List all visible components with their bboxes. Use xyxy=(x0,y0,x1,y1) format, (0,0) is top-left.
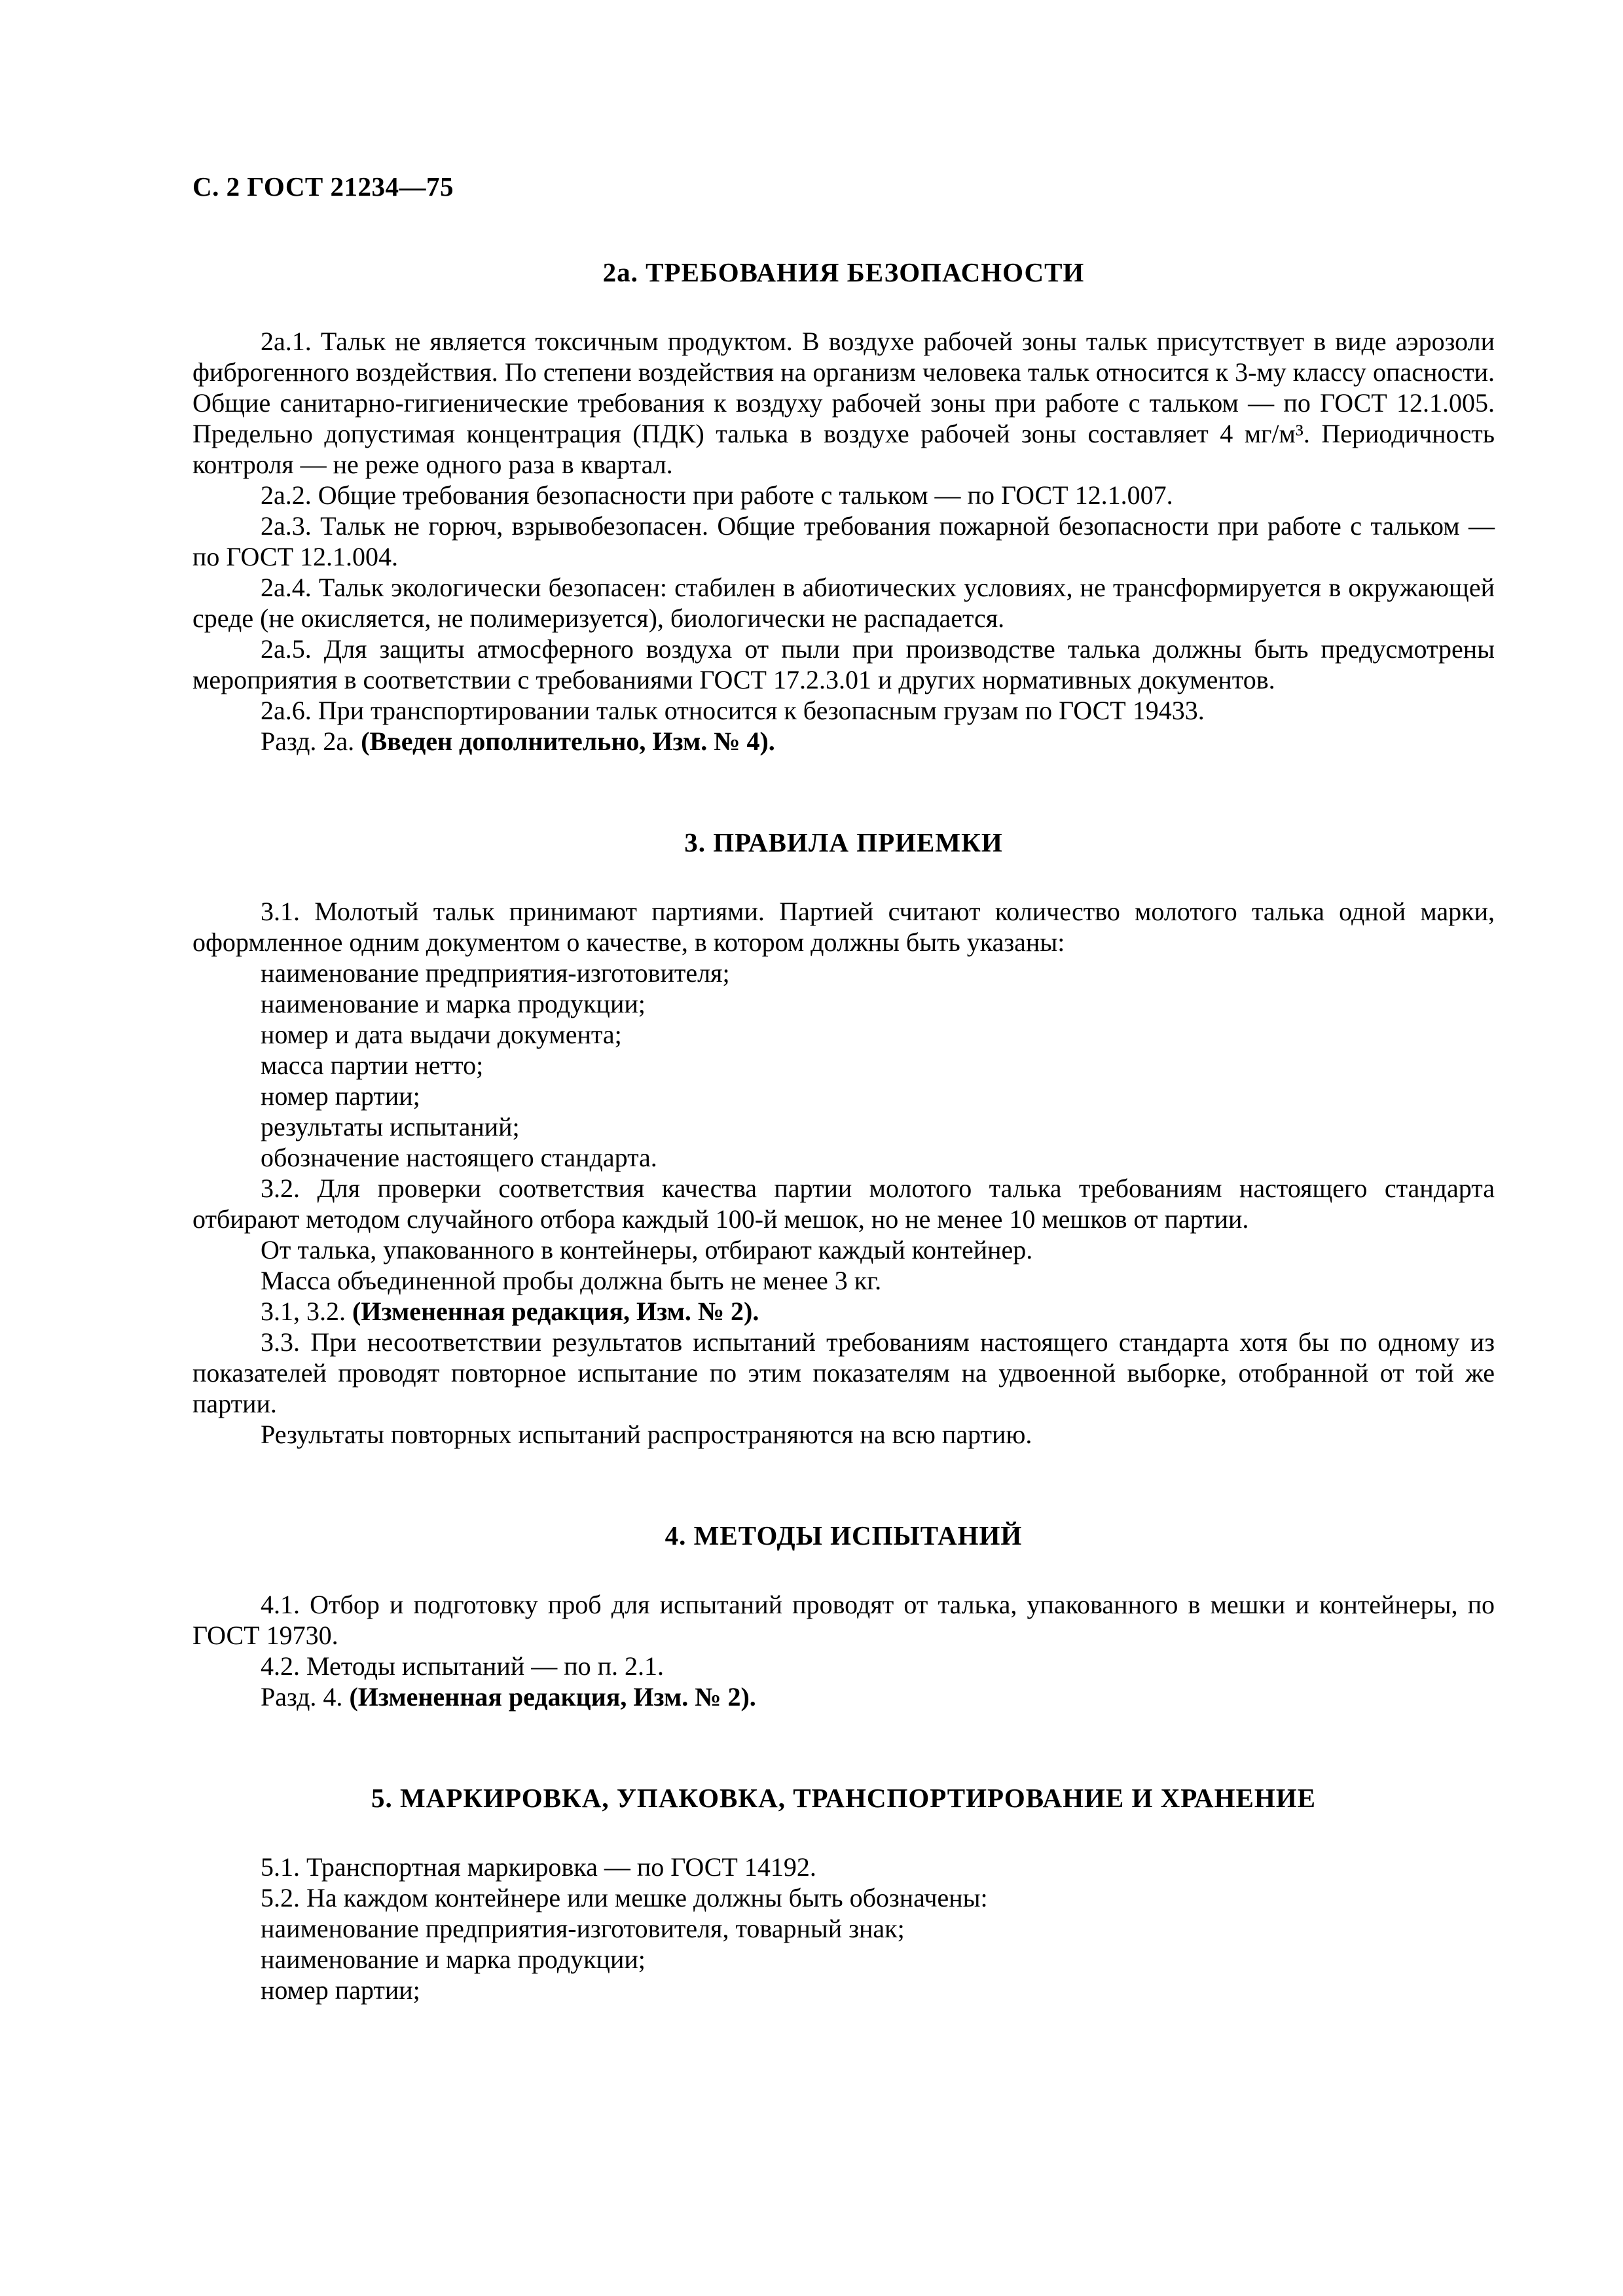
amendment-note: (Введен дополнительно, Изм. № 4). xyxy=(361,726,775,756)
section-paragraphs xyxy=(192,326,1495,757)
paragraph-text: 2а.2. Общие требования безопасности при работе с тальком — по ГОСТ 12.1.007. xyxy=(261,480,1173,510)
paragraph xyxy=(192,1173,1495,1234)
list-item xyxy=(192,1142,1495,1173)
paragraph xyxy=(192,1327,1495,1419)
list-item xyxy=(192,1019,1495,1050)
paragraph xyxy=(192,511,1495,572)
paragraph-text: Результаты повторных испытаний распространяются на всю партию. xyxy=(261,1420,1032,1449)
list-item xyxy=(192,1975,1495,2005)
paragraph-text: обозначение настоящего стандарта. xyxy=(261,1143,657,1172)
document-body xyxy=(192,257,1495,2005)
paragraph xyxy=(192,726,1495,757)
paragraph xyxy=(192,1589,1495,1651)
paragraph-text: 2а.5. Для защиты атмосферного воздуха от пыли при производстве талька должны быть предусмотрены мероприятия в соответствии с требованиями ГОСТ 17.2.3.01 и других нормативных документов. xyxy=(192,634,1495,694)
list-item xyxy=(192,1081,1495,1111)
section-title: 3. ПРАВИЛА ПРИЕМКИ xyxy=(684,827,1003,857)
paragraph-text: 5.2. На каждом контейнере или мешке должны быть обозначены: xyxy=(261,1883,988,1912)
list-item xyxy=(192,958,1495,988)
paragraph-text: Разд. 4. xyxy=(261,1682,350,1712)
list-item xyxy=(192,1111,1495,1142)
paragraph xyxy=(192,634,1495,695)
list-item xyxy=(192,1050,1495,1081)
paragraph xyxy=(192,1882,1495,1913)
paragraph xyxy=(192,572,1495,634)
section-title: 4. МЕТОДЫ ИСПЫТАНИЙ xyxy=(665,1520,1023,1551)
paragraph-text: результаты испытаний; xyxy=(261,1112,520,1141)
amendment-note: (Измененная редакция, Изм. № 2). xyxy=(352,1297,759,1326)
paragraph xyxy=(192,1419,1495,1450)
paragraph-text: 4.1. Отбор и подготовку проб для испытаний проводят от талька, упакованного в мешки и контейнеры, по ГОСТ 19730. xyxy=(192,1590,1495,1650)
amendment-note: (Измененная редакция, Изм. № 2). xyxy=(349,1682,756,1712)
paragraph xyxy=(192,1234,1495,1265)
page-header: С. 2 ГОСТ 21234—75 xyxy=(192,171,454,202)
paragraph-text: 4.2. Методы испытаний — по п. 2.1. xyxy=(261,1651,665,1681)
paragraph xyxy=(192,1852,1495,1882)
section-title: 2а. ТРЕБОВАНИЯ БЕЗОПАСНОСТИ xyxy=(602,257,1085,287)
section-paragraphs xyxy=(192,1589,1495,1712)
paragraph xyxy=(192,1265,1495,1296)
paragraph xyxy=(192,1296,1495,1327)
paragraph xyxy=(192,480,1495,511)
paragraph-text: 3.1, 3.2. xyxy=(261,1297,352,1326)
section xyxy=(192,827,1495,1450)
paragraph-text: наименование предприятия-изготовителя, товарный знак; xyxy=(261,1914,905,1943)
paragraph-text: 3.2. Для проверки соответствия качества партии молотого талька требованиям настоящего стандарта отбирают методом случайного отбора каждый 100-й мешок, но не менее 10 мешков от партии. xyxy=(192,1174,1495,1234)
list-item xyxy=(192,1944,1495,1975)
paragraph xyxy=(192,695,1495,726)
paragraph xyxy=(192,1681,1495,1712)
section-paragraphs xyxy=(192,896,1495,1450)
section xyxy=(192,1783,1495,2005)
paragraph-text: 5.1. Транспортная маркировка — по ГОСТ 14192. xyxy=(261,1852,816,1882)
paragraph-text: От талька, упакованного в контейнеры, отбирают каждый контейнер. xyxy=(261,1235,1033,1265)
paragraph xyxy=(192,1651,1495,1681)
paragraph-text: наименование предприятия-изготовителя; xyxy=(261,958,730,988)
paragraph-text: 2а.6. При транспортировании тальк относится к безопасным грузам по ГОСТ 19433. xyxy=(261,696,1205,725)
paragraph-text: номер партии; xyxy=(261,1975,420,2005)
paragraph-text: 3.1. Молотый тальк принимают партиями. Партией считают количество молотого талька одной марки, оформленное одним документом о качестве, в котором должны быть указаны: xyxy=(192,897,1495,957)
paragraph-text: 2а.1. Тальк не является токсичным продуктом. В воздухе рабочей зоны тальк присутствует в виде аэрозоли фиброгенного воздействия. По степени воздействия на организм человека тальк относится к 3-му классу опасности. Общие санитарно-гигиенические требования к воздуху рабочей зоны при работе с тальком — по ГОСТ 12.1.005. Предельно допустимая концентрация (ПДК) талька в воздухе рабочей зоны составляет 4 мг/м³. Периодичность контроля — не реже одного раза в квартал. xyxy=(192,327,1495,479)
paragraph-text: наименование и марка продукции; xyxy=(261,989,646,1018)
paragraph-text: Разд. 2а. xyxy=(261,726,361,756)
paragraph-text: 2а.4. Тальк экологически безопасен: стабилен в абиотических условиях, не трансформируется в окружающей среде (не окисляется, не полимеризуется), биологически не распадается. xyxy=(192,573,1495,633)
paragraph-text: номер партии; xyxy=(261,1081,420,1111)
list-item xyxy=(192,1913,1495,1944)
paragraph-text: Масса объединенной пробы должна быть не менее 3 кг. xyxy=(261,1266,882,1295)
section xyxy=(192,257,1495,757)
section-paragraphs xyxy=(192,1852,1495,2005)
paragraph-text: номер и дата выдачи документа; xyxy=(261,1020,622,1049)
section xyxy=(192,1520,1495,1712)
paragraph-text: 2а.3. Тальк не горюч, взрывобезопасен. Общие требования пожарной безопасности при работе с тальком — по ГОСТ 12.1.004. xyxy=(192,511,1495,571)
section-title: 5. МАРКИРОВКА, УПАКОВКА, ТРАНСПОРТИРОВАНИЕ И ХРАНЕНИЕ xyxy=(371,1783,1317,1813)
paragraph-text: 3.3. При несоответствии результатов испытаний требованиям настоящего стандарта хотя бы по одному из показателей проводят повторное испытание по этим показателям на удвоенной выборке, отобранной от той же партии. xyxy=(192,1327,1495,1418)
paragraph xyxy=(192,896,1495,958)
list-item xyxy=(192,988,1495,1019)
paragraph xyxy=(192,326,1495,480)
paragraph-text: наименование и марка продукции; xyxy=(261,1945,646,1974)
paragraph-text: масса партии нетто; xyxy=(261,1050,484,1080)
